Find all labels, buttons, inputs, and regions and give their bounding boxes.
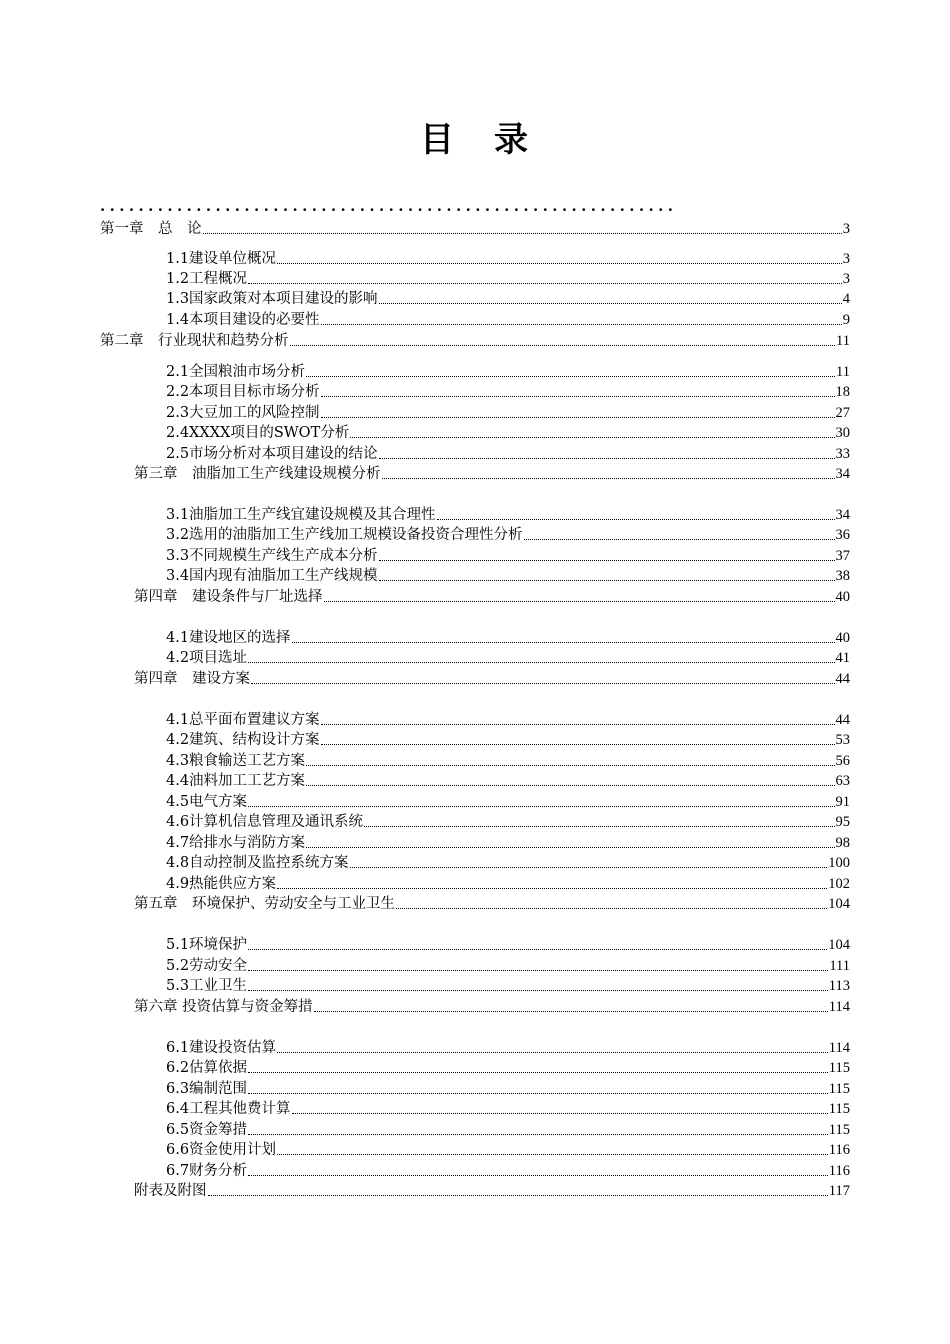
- toc-leader-dots: [248, 990, 828, 991]
- toc-entry[interactable]: [166, 956, 850, 976]
- toc-entry[interactable]: [166, 853, 850, 873]
- toc-entry[interactable]: [166, 628, 850, 648]
- toc-entry-page-number: 111: [829, 958, 850, 974]
- toc-leader-dots: [306, 847, 834, 848]
- toc-leader-dots: [248, 806, 834, 807]
- toc-leader-dots: [277, 263, 842, 264]
- toc-entry[interactable]: [100, 331, 850, 351]
- toc-leader-dots: [379, 303, 842, 304]
- toc-entry-page-number: 33: [835, 446, 850, 462]
- title-char-2: 录: [494, 120, 530, 160]
- toc-leader-dots: [350, 437, 834, 438]
- toc-leader-dots: [396, 908, 827, 909]
- title-char-1: 目: [420, 120, 456, 160]
- toc-entry-label: 1.3国家政策对本项目建设的影响: [166, 291, 378, 307]
- toc-entry[interactable]: [166, 792, 850, 812]
- toc-entry-page-number: 34: [835, 507, 850, 523]
- toc-entry[interactable]: [134, 669, 850, 689]
- toc-entry-label: 2.3大豆加工的风险控制: [166, 405, 320, 421]
- toc-leader-dots: [437, 519, 835, 520]
- toc-entry-label: 第四章 建设条件与厂址选择: [134, 589, 323, 605]
- toc-leader-dots: [321, 396, 835, 397]
- toc-leader-dots: [248, 1175, 828, 1176]
- toc-entry[interactable]: [166, 403, 850, 423]
- toc-entry-page-number: 113: [828, 978, 850, 994]
- toc-entry-page-number: 34: [835, 466, 850, 482]
- toc-leader-dots: [203, 233, 842, 234]
- toc-entry-label: 4.3粮食输送工艺方案: [166, 753, 306, 769]
- toc-entry[interactable]: [134, 464, 850, 484]
- toc-entry-label: 第三章 油脂加工生产线建设规模分析: [134, 466, 381, 482]
- toc-entry-page-number: 44: [835, 671, 850, 687]
- toc-entry-label: 第四章 建设方案: [134, 671, 250, 687]
- toc-entry-label: 4.5电气方案: [166, 794, 248, 810]
- toc-entry[interactable]: [166, 423, 850, 443]
- toc-entry-page-number: 91: [835, 794, 850, 810]
- toc-entry-page-number: 36: [835, 527, 850, 543]
- toc-entry-label: 4.7给排水与消防方案: [166, 835, 306, 851]
- toc-entry-page-number: 115: [828, 1081, 850, 1097]
- toc-entry-label: 4.4油料加工工艺方案: [166, 773, 306, 789]
- toc-entry-label: 5.3工业卫生: [166, 978, 248, 994]
- toc-entry-page-number: 27: [835, 405, 850, 421]
- toc-entry-page-number: 38: [835, 568, 850, 584]
- toc-entry-label: 4.2建筑、结构设计方案: [166, 732, 320, 748]
- toc-entry-label: 第五章 环境保护、劳动安全与工业卫生: [134, 896, 395, 912]
- toc-leader-dots: [292, 642, 835, 643]
- toc-entry-page-number: 40: [835, 630, 850, 646]
- toc-entry-page-number: 104: [828, 937, 850, 953]
- toc-entry[interactable]: [166, 1140, 850, 1160]
- toc-entry-page-number: 11: [836, 333, 850, 349]
- toc-leader-dots: [306, 785, 834, 786]
- toc-entry-page-number: 40: [835, 589, 850, 605]
- toc-leader-dots: [277, 888, 827, 889]
- toc-entry[interactable]: [166, 771, 850, 791]
- toc-leader-dots: [248, 1093, 828, 1094]
- toc-entry[interactable]: [166, 505, 850, 525]
- toc-entry[interactable]: [166, 1120, 850, 1140]
- toc-entry[interactable]: [100, 219, 850, 239]
- toc-leader-dots: [379, 580, 835, 581]
- toc-entry-page-number: 4: [842, 291, 850, 307]
- toc-leader-dots: [277, 1154, 828, 1155]
- toc-leader-dots: [524, 539, 835, 540]
- toc-entry-page-number: 117: [828, 1183, 850, 1199]
- toc-entry[interactable]: [166, 730, 850, 750]
- toc-entry[interactable]: [166, 976, 850, 996]
- toc-leader-dots: [248, 949, 827, 950]
- toc-entry-page-number: 3: [842, 251, 850, 267]
- toc-entry-label: 3.4国内现有油脂加工生产线规模: [166, 568, 378, 584]
- toc-entry-label: 5.1环境保护: [166, 937, 248, 953]
- toc-entry[interactable]: [166, 1038, 850, 1058]
- toc-entry[interactable]: [166, 382, 850, 402]
- toc-leader-dots: [306, 765, 834, 766]
- toc-entry-label: 第二章 行业现状和趋势分析: [100, 333, 289, 349]
- toc-entry-page-number: 11: [836, 364, 850, 380]
- toc-entry[interactable]: [134, 997, 850, 1017]
- toc-entry[interactable]: [166, 710, 850, 730]
- toc-entry[interactable]: [134, 894, 850, 914]
- toc-leader-dots: [324, 601, 835, 602]
- toc-entry-page-number: 9: [842, 312, 850, 328]
- toc-leader-dots: [350, 867, 828, 868]
- toc-entry[interactable]: [166, 444, 850, 464]
- toc-entry-label: 6.5资金筹措: [166, 1122, 248, 1138]
- toc-leader-dots: [379, 458, 835, 459]
- toc-entry-label: 4.2项目选址: [166, 650, 248, 666]
- toc-entry[interactable]: [166, 1099, 850, 1119]
- toc-entry[interactable]: [166, 249, 850, 269]
- toc-entry-page-number: 115: [828, 1122, 850, 1138]
- toc-leader-dots: [314, 1011, 828, 1012]
- toc-entry-label: 6.4工程其他费计算: [166, 1101, 291, 1117]
- toc-entry-page-number: 114: [828, 999, 850, 1015]
- toc-entry[interactable]: [166, 269, 850, 289]
- toc-entry-label: 4.9热能供应方案: [166, 876, 277, 892]
- toc-leader-dots: [248, 1072, 828, 1073]
- toc-entry-label: 2.2本项目目标市场分析: [166, 384, 320, 400]
- toc-entry-page-number: 37: [835, 548, 850, 564]
- toc-leader-dots: [321, 744, 835, 745]
- page-title: [0, 112, 950, 161]
- toc-entry-page-number: 53: [835, 732, 850, 748]
- toc-leader-dots: [382, 478, 835, 479]
- title-separator: ............................................................: [100, 197, 678, 215]
- toc-entry[interactable]: [166, 525, 850, 545]
- toc-entry-page-number: 114: [828, 1040, 850, 1056]
- toc-entry-label: 6.7财务分析: [166, 1163, 248, 1179]
- toc-leader-dots: [248, 662, 834, 663]
- toc-entry[interactable]: [166, 935, 850, 955]
- toc-entry-label: 1.4本项目建设的必要性: [166, 312, 320, 328]
- toc-entry-label: 第六章 投资估算与资金筹措: [134, 999, 313, 1015]
- toc-entry[interactable]: [166, 566, 850, 586]
- toc-entry-page-number: 115: [828, 1101, 850, 1117]
- toc-entry[interactable]: [166, 1058, 850, 1078]
- toc-entry-label: 3.2选用的油脂加工生产线加工规模设备投资合理性分析: [166, 527, 523, 543]
- toc-entry-page-number: 102: [828, 876, 850, 892]
- toc-entry-page-number: 95: [835, 814, 850, 830]
- toc-entry[interactable]: [166, 751, 850, 771]
- toc-leader-dots: [379, 560, 835, 561]
- toc-entry-page-number: 3: [842, 221, 850, 237]
- toc-entry[interactable]: [134, 587, 850, 607]
- toc-entry-label: 6.6资金使用计划: [166, 1142, 277, 1158]
- toc-leader-dots: [248, 283, 842, 284]
- toc-leader-dots: [248, 970, 828, 971]
- toc-entry[interactable]: [166, 546, 850, 566]
- toc-entry-label: 3.3不同规模生产线生产成本分析: [166, 548, 378, 564]
- toc-entry-label: 4.1总平面布置建议方案: [166, 712, 320, 728]
- toc-entry-page-number: 104: [828, 896, 850, 912]
- toc-entry-page-number: 44: [835, 712, 850, 728]
- toc-entry-page-number: 30: [835, 425, 850, 441]
- toc-leader-dots: [306, 376, 835, 377]
- toc-entry-label: 6.1建设投资估算: [166, 1040, 277, 1056]
- toc-entry-label: 2.1全国粮油市场分析: [166, 364, 306, 380]
- toc-entry[interactable]: [166, 874, 850, 894]
- toc-entry-label: 2.4XXXX项目的SWOT分析: [166, 425, 350, 441]
- toc-entry[interactable]: [166, 833, 850, 853]
- toc-entry-page-number: 98: [835, 835, 850, 851]
- toc-entry-label: 6.2估算依据: [166, 1060, 248, 1076]
- toc-leader-dots: [208, 1195, 828, 1196]
- toc-leader-dots: [248, 1134, 828, 1135]
- toc-leader-dots: [251, 683, 835, 684]
- toc-entry-page-number: 41: [835, 650, 850, 666]
- toc-entry-label: 6.3编制范围: [166, 1081, 248, 1097]
- toc-leader-dots: [321, 417, 835, 418]
- toc-entry-label: 5.2劳动安全: [166, 958, 248, 974]
- toc-entry-page-number: 18: [835, 384, 850, 400]
- toc-entry-label: 第一章 总 论: [100, 221, 202, 237]
- toc-entry-label: 2.5市场分析对本项目建设的结论: [166, 446, 378, 462]
- toc-entry-label: 附表及附图: [134, 1183, 207, 1199]
- toc-entry-label: 3.1油脂加工生产线宜建设规模及其合理性: [166, 507, 436, 523]
- toc-entry-label: 1.2工程概况: [166, 271, 248, 287]
- toc-entry-page-number: 100: [828, 855, 850, 871]
- toc-entry-page-number: 3: [842, 271, 850, 287]
- toc-entry-page-number: 63: [835, 773, 850, 789]
- toc-leader-dots: [321, 324, 842, 325]
- toc-entry[interactable]: [166, 648, 850, 668]
- toc-entry-label: 4.1建设地区的选择: [166, 630, 291, 646]
- toc-leader-dots: [277, 1052, 828, 1053]
- toc-entry-label: 1.1建设单位概况: [166, 251, 277, 267]
- toc-entry[interactable]: [166, 812, 850, 832]
- toc-entry-page-number: 115: [828, 1060, 850, 1076]
- toc-entry[interactable]: [134, 1181, 850, 1201]
- toc-entry-page-number: 116: [828, 1142, 850, 1158]
- toc-entry[interactable]: [166, 1161, 850, 1181]
- toc-entry-label: 4.6计算机信息管理及通讯系统: [166, 814, 364, 830]
- toc-entry-label: 4.8自动控制及监控系统方案: [166, 855, 349, 871]
- toc-entry[interactable]: [166, 289, 850, 309]
- toc-leader-dots: [292, 1113, 828, 1114]
- toc-entry[interactable]: [166, 362, 850, 382]
- toc-entry-page-number: 116: [828, 1163, 850, 1179]
- toc-entry-page-number: 56: [835, 753, 850, 769]
- toc-entry[interactable]: [166, 310, 850, 330]
- toc-leader-dots: [290, 345, 836, 346]
- toc-leader-dots: [321, 724, 835, 725]
- toc-entry[interactable]: [166, 1079, 850, 1099]
- toc-leader-dots: [364, 826, 834, 827]
